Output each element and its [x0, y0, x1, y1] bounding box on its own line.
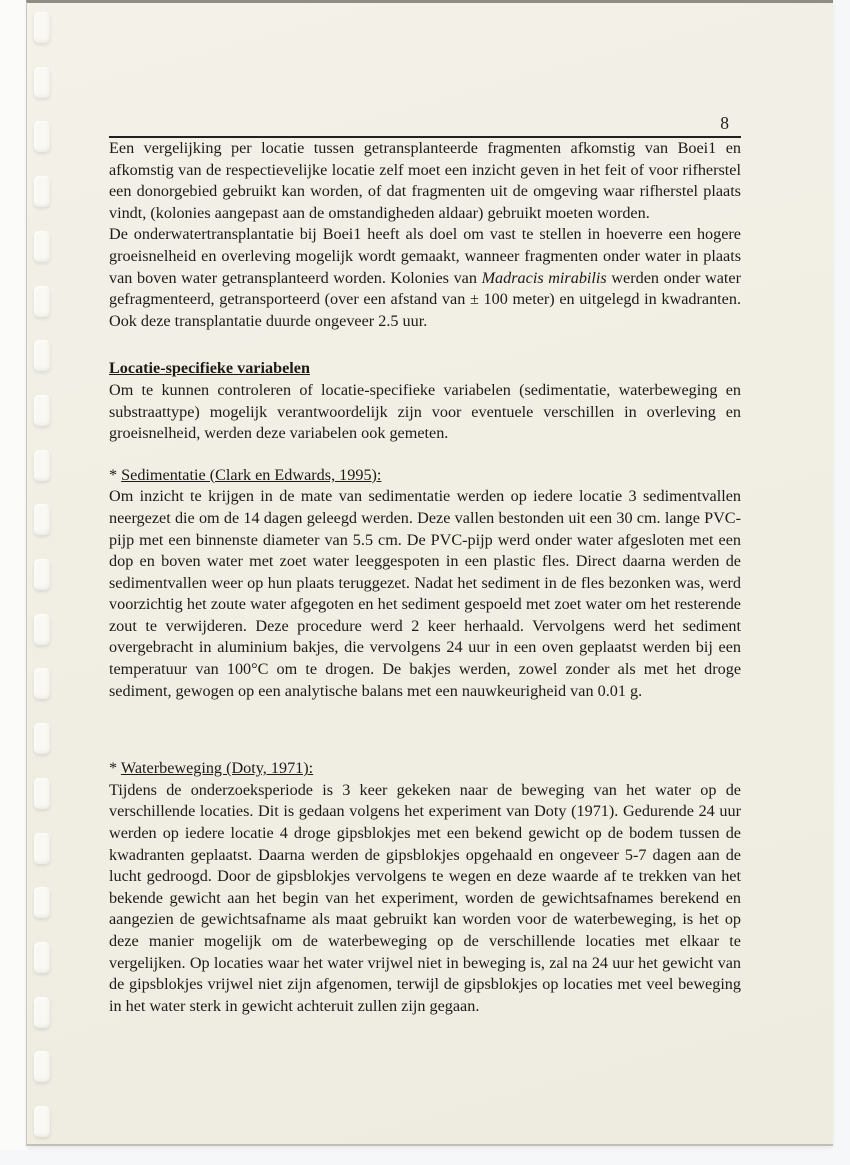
paragraph-underwater-transplant: [109, 224, 741, 332]
binder-hole: [34, 887, 50, 918]
paragraph-sedimentatie: Om inzicht te krijgen in de mate van sedimentatie werden op iedere locatie 3 sedimentvallen neergezet die om de 14 dagen geleegd werden. Deze vallen bestonden uit een 30 cm. lange PVC-pijp met een binnenste diameter van 5.5 cm. De PVC-pijp werd onder water afgesloten met een dop en boven water met zoet water leeggespoten in een plastic fles. Direct daarna werden de sedimentvallen weer op hun plaats teruggezet. Nadat het sediment in de fles bezonken was, werd voorzichtig het zoute water afgegoten en het sediment gespoeld met zoet water om het resterende zout te verwijderen. Deze procedure werd 2 keer herhaald. Vervolgens werd het sediment overgebracht in aluminium bakjes, die vervolgens 24 uur in een oven geplaatst werden bij een temperatuur van 100°C om te drogen. De bakjes werden, zowel zonder als met het droge sediment, gewogen op een analytische balans met een nauwkeurigheid van 0.01 g.: [109, 487, 741, 700]
binder-hole: [34, 340, 50, 371]
binder-hole: [34, 231, 50, 262]
subheading-marker: *: [109, 759, 118, 778]
binder-hole: [34, 942, 50, 973]
paragraph-waterbeweging: Tijdens de onderzoeksperiode is 3 keer gekeken naar de beweging van het water op de verschillende locaties. Dit is gedaan volgens het experiment van Doty (1971). Gedurende 24 uur werden op iedere locatie 4 droge gipsblokjes met een bekend gewicht op de bodem tussen de kwadranten geplaatst. Daarna werden de gipsblokjes opgehaald en ongeveer 5-7 dagen aan de lucht gedroogd. Door de gipsblokjes vervolgens te wegen en deze waarde af te trekken van het bekende gewicht aan het begin van het experiment, worden de gewichtsafnames berekend en aangezien de gewichtsafname als maat gebruikt kan worden voor de waterbeweging, is het op deze manier mogelijk om de waterbeweging op de verschillende locaties met elkaar te vergelijken. Op locaties waar het water vrijwel niet in beweging is, zal na 24 uur het gewicht van de gipsblokjes vrijwel niet zijn afgenomen, terwijl de gipsblokjes op locaties met veel beweging in het water sterk in gewicht achteruit zullen zijn gegaan.: [109, 780, 741, 1015]
subheading-waterbeweging: [109, 758, 741, 780]
binder-hole: [34, 450, 50, 481]
species-name: Madracis mirabilis: [481, 268, 607, 287]
subheading-sedimentatie-title: Sedimentatie (Clark en Edwards, 1995):: [121, 465, 382, 484]
binder-hole: [34, 504, 50, 535]
binder-hole: [34, 833, 50, 864]
binder-hole: [34, 668, 50, 699]
subheading-marker: *: [109, 465, 118, 484]
binder-holes: [27, 3, 57, 1144]
page-content: [109, 3, 741, 1017]
binder-hole: [34, 176, 50, 207]
binder-hole: [34, 723, 50, 754]
subheading-sedimentatie: [109, 465, 741, 487]
binder-hole: [34, 1051, 50, 1082]
scanner-left-margin: [0, 0, 27, 1150]
paragraph-section-intro: Om te kunnen controleren of locatie-specifieke variabelen (sedimentatie, waterbeweging en substraattype) mogelijk verantwoordelijk zijn voor eventuele verschillen in overleving en groeisnelheid, werden deze variabelen ook gemeten.: [109, 380, 741, 443]
binder-hole: [34, 286, 50, 317]
subheading-waterbeweging-title: Waterbeweging (Doty, 1971):: [120, 759, 314, 778]
binder-hole: [34, 778, 50, 809]
binder-hole: [34, 997, 50, 1028]
binder-hole: [34, 1106, 50, 1137]
section-heading-locatie-specifieke-variabelen: Locatie-specifieke variabelen: [109, 359, 310, 378]
binder-hole: [34, 559, 50, 590]
page-number: 8: [720, 113, 729, 133]
paragraph-underwater-pre: De onderwatertransplantatie bij Boei1 heeft als doel om vast te stellen in hoeverre een hogere groeisnelheid en overleving mogelijk wordt gemaakt, wanneer fragmenten onder water in plaats van boven water getransplanteerd worden. Kolonies van: [109, 225, 741, 287]
binder-hole: [34, 395, 50, 426]
binder-hole: [34, 67, 50, 98]
binder-hole: [34, 121, 50, 152]
binder-hole: [34, 12, 50, 43]
paragraph-comparison: Een vergelijking per locatie tussen getransplanteerde fragmenten afkomstig van Boei1 en afkomstig van de respectievelijke locatie zelf moet een inzicht geven in het feit of voor rifherstel een donorgebied gebruikt kan worden, of dat fragmenten uit de omgeving waar rifherstel plaats vindt, (kolonies aangepast aan de omstandigheden aldaar) gebruikt moeten worden.: [109, 139, 741, 222]
paragraph-underwater-post: werden onder water gefragmenteerd, getransporteerd (over een afstand van ± 100 meter) en uitgelegd in kwadranten. Ook deze transplantatie duurde ongeveer 2.5 uur.: [109, 268, 742, 330]
binder-hole: [34, 614, 50, 645]
document-page: [26, 0, 833, 1146]
